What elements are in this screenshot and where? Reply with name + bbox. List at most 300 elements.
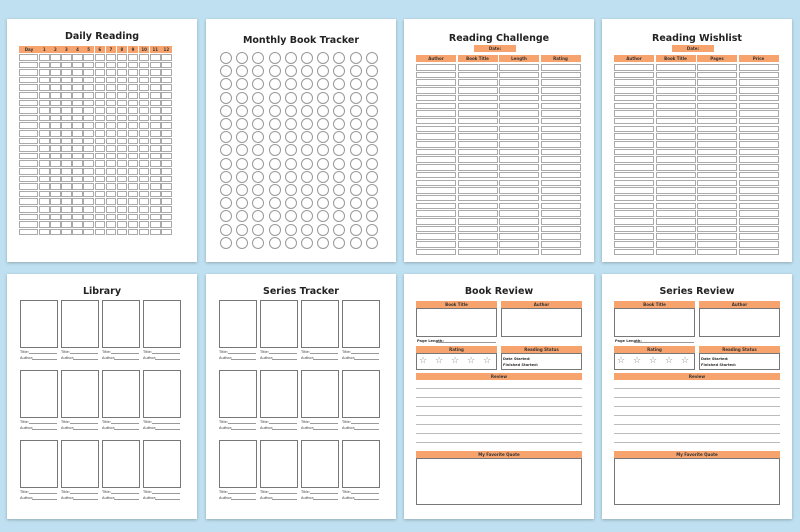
table-cell xyxy=(697,72,737,79)
book-circle xyxy=(220,197,232,209)
grid-cell xyxy=(72,138,83,145)
grid-cell xyxy=(50,69,61,76)
grid-cell xyxy=(72,145,83,152)
title-label: Title: xyxy=(20,490,29,494)
title-label: Title: xyxy=(143,420,152,424)
grid-cell xyxy=(139,168,150,175)
book-circle xyxy=(350,118,362,130)
grid-cell xyxy=(72,62,83,69)
grid-cell xyxy=(161,84,172,91)
book-circle xyxy=(301,184,313,196)
book-circle xyxy=(333,184,345,196)
book-cover-box xyxy=(342,370,380,418)
book-circle xyxy=(252,52,264,64)
table-cell xyxy=(416,180,456,187)
grid-cell xyxy=(150,176,161,183)
table-cell xyxy=(656,226,696,233)
review-line xyxy=(416,397,582,398)
grid-cell xyxy=(72,160,83,167)
table-cell xyxy=(697,156,737,163)
grid-cell xyxy=(128,54,139,61)
grid-cell xyxy=(19,160,38,167)
book-circle xyxy=(220,65,232,77)
table-cell xyxy=(697,95,737,102)
table-cell xyxy=(416,226,456,233)
grid-cell xyxy=(128,77,139,84)
grid-cell xyxy=(161,183,172,190)
book-circle xyxy=(301,158,313,170)
grid-cell xyxy=(161,221,172,228)
table-cell xyxy=(541,180,581,187)
grid-cell xyxy=(61,183,72,190)
table-cell xyxy=(541,79,581,86)
grid-cell xyxy=(95,122,106,129)
grid-cell xyxy=(106,168,117,175)
page-title: Library xyxy=(82,286,122,297)
grid-cell xyxy=(19,107,38,114)
table-cell xyxy=(541,195,581,202)
grid-cell xyxy=(50,198,61,205)
grid-cell xyxy=(117,69,128,76)
book-title-header: Book Title xyxy=(614,301,695,308)
favorite-quote-box xyxy=(416,458,582,505)
book-circle xyxy=(220,184,232,196)
book-circle xyxy=(285,105,297,117)
grid-cell xyxy=(139,54,150,61)
book-circle xyxy=(333,52,345,64)
grid-cell xyxy=(95,153,106,160)
grid-cell xyxy=(61,229,72,236)
page-length-label: Page Length: xyxy=(417,339,444,343)
grid-cell xyxy=(39,183,50,190)
book-circle xyxy=(269,237,281,249)
grid-cell xyxy=(72,221,83,228)
grid-cell xyxy=(139,191,150,198)
star-icon: ☆ xyxy=(435,356,444,366)
grid-cell xyxy=(72,206,83,213)
grid-cell xyxy=(117,176,128,183)
table-cell xyxy=(499,149,539,156)
book-circle xyxy=(220,171,232,183)
table-cell xyxy=(739,210,779,217)
table-cell xyxy=(416,64,456,71)
grid-cell xyxy=(106,115,117,122)
grid-cell xyxy=(161,69,172,76)
date-label: Date: xyxy=(672,45,714,52)
header-day: Day xyxy=(19,46,39,53)
book-circle xyxy=(333,65,345,77)
page-title: Reading Challenge xyxy=(448,33,550,44)
grid-cell xyxy=(128,107,139,114)
author-label: Author: xyxy=(219,496,233,500)
table-cell xyxy=(656,203,696,210)
book-circle xyxy=(350,65,362,77)
page-length-line xyxy=(436,342,496,343)
grid-cell xyxy=(39,176,50,183)
table-cell xyxy=(697,164,737,171)
table-cell xyxy=(416,241,456,248)
book-circle xyxy=(236,78,248,90)
grid-cell xyxy=(117,107,128,114)
grid-cell xyxy=(72,54,83,61)
table-cell xyxy=(739,110,779,117)
table-cell xyxy=(499,141,539,148)
table-cell xyxy=(416,164,456,171)
book-cover-box xyxy=(301,440,339,488)
table-cell xyxy=(739,233,779,240)
finished-label: Finished Started: xyxy=(701,363,737,367)
book-circle xyxy=(350,171,362,183)
table-cell xyxy=(458,149,498,156)
title-label: Title: xyxy=(260,490,269,494)
grid-cell xyxy=(95,138,106,145)
grid-cell xyxy=(150,160,161,167)
table-cell xyxy=(458,210,498,217)
book-circle xyxy=(220,237,232,249)
grid-cell xyxy=(50,115,61,122)
grid-cell xyxy=(83,145,94,152)
grid-cell xyxy=(83,206,94,213)
book-circle xyxy=(269,78,281,90)
table-cell xyxy=(541,218,581,225)
book-cover-box xyxy=(102,300,140,348)
table-cell xyxy=(656,110,696,117)
table-cell xyxy=(416,249,456,256)
table-cell xyxy=(656,172,696,179)
grid-cell xyxy=(83,176,94,183)
grid-cell xyxy=(139,92,150,99)
column-header: Rating xyxy=(541,55,581,62)
grid-cell xyxy=(95,160,106,167)
grid-cell xyxy=(150,62,161,69)
table-cell xyxy=(458,87,498,94)
book-cover-box xyxy=(301,300,339,348)
title-line xyxy=(310,493,338,494)
grid-cell xyxy=(139,84,150,91)
book-circle xyxy=(301,105,313,117)
title-line xyxy=(29,493,57,494)
page-title: Monthly Book Tracker xyxy=(242,35,360,46)
grid-cell xyxy=(39,77,50,84)
review-line xyxy=(614,442,780,443)
table-cell xyxy=(416,172,456,179)
grid-cell xyxy=(95,107,106,114)
grid-cell xyxy=(106,130,117,137)
grid-cell xyxy=(139,198,150,205)
grid-cell xyxy=(72,115,83,122)
table-cell xyxy=(541,126,581,133)
table-cell xyxy=(416,126,456,133)
grid-cell xyxy=(150,84,161,91)
title-line xyxy=(152,353,180,354)
grid-cell xyxy=(139,229,150,236)
book-circle xyxy=(333,197,345,209)
book-circle xyxy=(333,78,345,90)
grid-cell xyxy=(128,168,139,175)
grid-cell xyxy=(128,153,139,160)
title-line xyxy=(269,353,297,354)
grid-cell xyxy=(139,138,150,145)
table-cell xyxy=(697,141,737,148)
grid-cell xyxy=(19,122,38,129)
grid-cell xyxy=(72,229,83,236)
table-cell xyxy=(458,226,498,233)
date-started-label: Date Started: xyxy=(701,357,729,361)
table-cell xyxy=(499,126,539,133)
reading-status-header: Reading Status xyxy=(699,346,780,353)
author-label: Author: xyxy=(260,426,274,430)
book-circle xyxy=(366,131,378,143)
title-line xyxy=(70,353,98,354)
grid-cell xyxy=(117,229,128,236)
grid-cell xyxy=(19,77,38,84)
book-cover-box xyxy=(143,440,181,488)
grid-cell xyxy=(128,191,139,198)
grid-cell xyxy=(139,130,150,137)
book-circle xyxy=(301,144,313,156)
grid-cell xyxy=(161,122,172,129)
table-cell xyxy=(614,103,654,110)
author-label: Author: xyxy=(219,426,233,430)
grid-cell xyxy=(61,100,72,107)
table-cell xyxy=(541,110,581,117)
grid-cell xyxy=(19,84,38,91)
book-circle xyxy=(333,210,345,222)
book-circle xyxy=(236,184,248,196)
book-circle xyxy=(252,92,264,104)
grid-cell xyxy=(150,221,161,228)
table-cell xyxy=(541,241,581,248)
grid-cell xyxy=(106,160,117,167)
column-header: Book Title xyxy=(458,55,498,62)
table-cell xyxy=(697,187,737,194)
grid-cell xyxy=(19,54,38,61)
table-cell xyxy=(458,203,498,210)
author-label: Author: xyxy=(61,356,75,360)
grid-cell xyxy=(139,221,150,228)
grid-cell xyxy=(72,168,83,175)
star-icon: ☆ xyxy=(617,356,626,366)
table-cell xyxy=(739,203,779,210)
table-cell xyxy=(614,156,654,163)
title-label: Title: xyxy=(20,420,29,424)
book-cover-box xyxy=(102,440,140,488)
table-cell xyxy=(541,187,581,194)
grid-cell xyxy=(106,221,117,228)
page-daily-reading xyxy=(7,19,197,262)
table-cell xyxy=(458,79,498,86)
table-cell xyxy=(458,164,498,171)
table-cell xyxy=(739,156,779,163)
grid-cell xyxy=(50,206,61,213)
grid-cell xyxy=(83,130,94,137)
finished-label: Finished Started: xyxy=(503,363,539,367)
book-circle xyxy=(317,65,329,77)
grid-cell xyxy=(128,176,139,183)
header-day-number: 5 xyxy=(83,46,94,53)
table-cell xyxy=(697,195,737,202)
page-length-label: Page Length: xyxy=(615,339,642,343)
book-circle xyxy=(252,197,264,209)
book-circle xyxy=(350,158,362,170)
star-icon: ☆ xyxy=(451,356,460,366)
grid-cell xyxy=(117,168,128,175)
grid-cell xyxy=(139,214,150,221)
table-cell xyxy=(416,141,456,148)
grid-cell xyxy=(150,122,161,129)
grid-cell xyxy=(95,206,106,213)
grid-cell xyxy=(83,229,94,236)
grid-cell xyxy=(106,138,117,145)
book-circle xyxy=(317,118,329,130)
table-cell xyxy=(656,64,696,71)
grid-cell xyxy=(19,183,38,190)
grid-cell xyxy=(106,84,117,91)
book-circle xyxy=(252,105,264,117)
book-circle xyxy=(220,118,232,130)
book-circle xyxy=(317,105,329,117)
title-label: Title: xyxy=(102,420,111,424)
book-circle xyxy=(301,65,313,77)
review-line xyxy=(614,406,780,407)
grid-cell xyxy=(72,122,83,129)
star-icon: ☆ xyxy=(419,356,428,366)
table-cell xyxy=(499,103,539,110)
table-cell xyxy=(541,95,581,102)
column-header: Author xyxy=(416,55,456,62)
grid-cell xyxy=(39,191,50,198)
author-label: Author: xyxy=(342,356,356,360)
grid-cell xyxy=(19,153,38,160)
grid-cell xyxy=(83,138,94,145)
table-cell xyxy=(416,118,456,125)
grid-cell xyxy=(161,153,172,160)
title-label: Title: xyxy=(301,420,310,424)
grid-cell xyxy=(117,138,128,145)
author-label: Author: xyxy=(20,496,34,500)
author-box xyxy=(699,308,780,337)
table-cell xyxy=(656,233,696,240)
grid-cell xyxy=(117,122,128,129)
star-icon: ☆ xyxy=(633,356,642,366)
grid-cell xyxy=(139,176,150,183)
book-cover-box xyxy=(260,300,298,348)
author-line xyxy=(114,499,139,500)
author-line xyxy=(32,499,57,500)
title-label: Title: xyxy=(102,350,111,354)
grid-cell xyxy=(50,138,61,145)
review-line xyxy=(416,424,582,425)
grid-cell xyxy=(128,100,139,107)
grid-cell xyxy=(150,92,161,99)
title-line xyxy=(351,493,379,494)
grid-cell xyxy=(150,183,161,190)
title-line xyxy=(228,493,256,494)
book-circle xyxy=(350,78,362,90)
grid-cell xyxy=(50,229,61,236)
author-line xyxy=(313,359,338,360)
book-circle xyxy=(317,210,329,222)
book-circle xyxy=(285,92,297,104)
grid-cell xyxy=(50,122,61,129)
table-cell xyxy=(458,141,498,148)
author-line xyxy=(313,499,338,500)
table-cell xyxy=(739,164,779,171)
table-cell xyxy=(499,172,539,179)
author-label: Author: xyxy=(102,356,116,360)
book-circle xyxy=(301,52,313,64)
table-cell xyxy=(656,87,696,94)
grid-cell xyxy=(117,153,128,160)
table-cell xyxy=(541,156,581,163)
grid-cell xyxy=(95,214,106,221)
table-cell xyxy=(739,195,779,202)
review-line xyxy=(416,406,582,407)
table-cell xyxy=(614,218,654,225)
table-cell xyxy=(697,233,737,240)
review-line xyxy=(614,415,780,416)
grid-cell xyxy=(83,221,94,228)
book-circle xyxy=(252,78,264,90)
table-cell xyxy=(458,64,498,71)
grid-cell xyxy=(117,221,128,228)
grid-cell xyxy=(50,130,61,137)
table-cell xyxy=(697,149,737,156)
grid-cell xyxy=(83,122,94,129)
grid-cell xyxy=(61,153,72,160)
book-circle xyxy=(366,224,378,236)
book-circle xyxy=(317,131,329,143)
grid-cell xyxy=(83,214,94,221)
grid-cell xyxy=(106,62,117,69)
table-cell xyxy=(656,95,696,102)
table-cell xyxy=(614,110,654,117)
table-cell xyxy=(614,164,654,171)
book-title-header: Book Title xyxy=(416,301,497,308)
table-cell xyxy=(614,141,654,148)
book-circle xyxy=(366,158,378,170)
grid-cell xyxy=(106,183,117,190)
book-circle xyxy=(366,197,378,209)
grid-cell xyxy=(95,84,106,91)
book-circle xyxy=(285,118,297,130)
book-circle xyxy=(236,118,248,130)
title-line xyxy=(228,353,256,354)
title-line xyxy=(111,423,139,424)
book-circle xyxy=(366,210,378,222)
book-circle xyxy=(269,92,281,104)
book-circle xyxy=(317,92,329,104)
grid-cell xyxy=(72,183,83,190)
grid-cell xyxy=(61,77,72,84)
grid-cell xyxy=(128,69,139,76)
grid-cell xyxy=(50,160,61,167)
book-cover-box xyxy=(102,370,140,418)
grid-cell xyxy=(95,100,106,107)
grid-cell xyxy=(50,153,61,160)
grid-cell xyxy=(83,160,94,167)
grid-cell xyxy=(83,100,94,107)
grid-cell xyxy=(106,153,117,160)
grid-cell xyxy=(50,54,61,61)
grid-cell xyxy=(139,107,150,114)
grid-cell xyxy=(161,206,172,213)
author-label: Author: xyxy=(260,356,274,360)
grid-cell xyxy=(50,191,61,198)
table-cell xyxy=(499,72,539,79)
grid-cell xyxy=(19,92,38,99)
header-day-number: 4 xyxy=(72,46,83,53)
